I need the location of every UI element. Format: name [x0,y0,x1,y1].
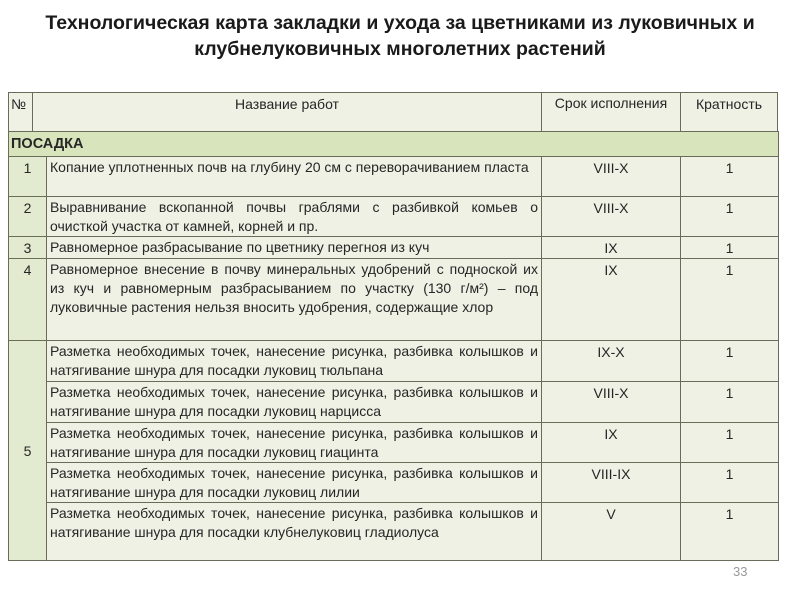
term: VIII-X [542,197,681,237]
work-name: Разметка необходимых точек, нанесение рисунка, разбивка колышков и натягивание шнура для посадки луковиц гиацинта [47,423,542,463]
work-name: Разметка необходимых точек, нанесение рисунка, разбивка колышков и натягивание шнура для посадки луковиц лилии [47,463,542,503]
frequency: 1 [681,197,779,237]
section-label: ПОСАДКА [9,132,779,157]
row-number: 2 [9,197,47,237]
frequency: 1 [681,423,779,463]
term: IX [542,423,681,463]
table-row [9,341,779,382]
term: IX [542,237,681,259]
work-name: Равномерное разбрасывание по цветнику перегноя из куч [47,237,542,259]
header-freq: Кратность [695,96,763,112]
table-row [9,157,779,197]
table-row [9,259,779,341]
work-name: Выравнивание вскопанной почвы граблями с разбивкой комьев о очисткой участка от камней, корней и пр. [47,197,542,237]
frequency: 1 [681,382,779,423]
table-row [9,463,779,503]
frequency: 1 [681,237,779,259]
work-name: Копание уплотненных почв на глубину 20 см с переворачиванием пласта [47,157,542,197]
table-row [9,197,779,237]
header-term: Срок исполнения [542,93,681,131]
frequency: 1 [681,259,779,341]
term: VIII-X [542,157,681,197]
frequency: 1 [681,341,779,382]
row-number: 4 [9,259,47,341]
term: VIII-IX [542,463,681,503]
work-name: Разметка необходимых точек, нанесение рисунка, разбивка колышков и натягивание шнура для посадки луковиц тюльпана [47,341,542,382]
header-num: № [9,93,33,131]
table-row [9,503,779,561]
table-row [9,423,779,463]
table-header [8,92,778,132]
table-row [9,237,779,259]
term: IX-X [542,341,681,382]
frequency: 1 [681,463,779,503]
work-name: Разметка необходимых точек, нанесение рисунка, разбивка колышков и натягивание шнура для посадки клубнелуковиц гладиолуса [47,503,542,561]
row-number: 1 [9,157,47,197]
tech-card-table [8,131,779,561]
row-number: 3 [9,237,47,259]
header-work: Название работ [33,93,542,131]
slide-title: Технологическая карта закладки и ухода за цветниками из луковичных и клубнелуковичных многолетних растений [45,12,755,60]
section-row [9,132,779,157]
term: VIII-X [542,382,681,423]
table-row [9,382,779,423]
term: IX [542,259,681,341]
term: V [542,503,681,561]
page-number: 33 [733,564,748,579]
work-name: Разметка необходимых точек, нанесение рисунка, разбивка колышков и натягивание шнура для посадки луковиц нарцисса [47,382,542,423]
row-number: 5 [9,341,47,561]
frequency: 1 [681,503,779,561]
frequency: 1 [681,157,779,197]
work-name: Равномерное внесение в почву минеральных удобрений с подноской их из куч и равномерным разбрасыванием по участку (130 г/м²) – под луковичные растения нельзя вносить удобрения, содержащие хлор [47,259,542,341]
